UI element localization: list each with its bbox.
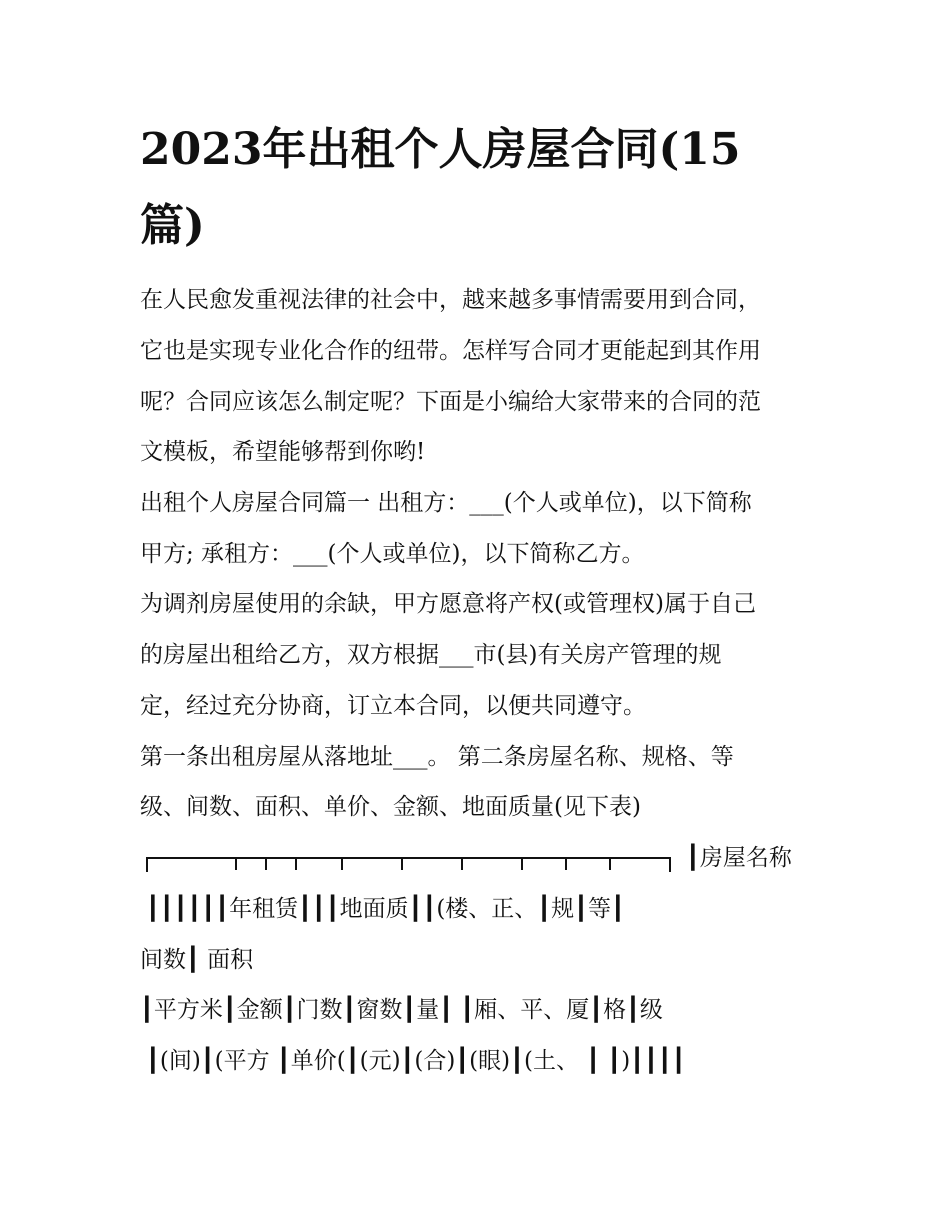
body-line-2: 它也是实现专业化合作的纽带。怎样写合同才更能起到其作用 — [140, 338, 761, 364]
body-line-6: 甲方; 承租方：___(个人或单位)，以下简称乙方。 — [140, 541, 645, 567]
table-row-1: ┃┃┃┃┃┃年租赁┃┃┃地面质┃┃(楼、正、┃规┃等┃ — [146, 896, 625, 922]
table-row-2: 间数┃ 面积 — [140, 947, 254, 973]
table-row-3: ┃平方米┃金额┃门数┃窗数┃量┃ ┃厢、平、厦┃格┃级 — [140, 997, 663, 1023]
body-line-10: 第一条出租房屋从落地址___。 第二条房屋名称、规格、等 — [140, 744, 734, 770]
body-line-8: 的房屋出租给乙方，双方根据___市(县)有关房产管理的规 — [140, 642, 722, 668]
table-header-room-name: ┃房屋名称 — [686, 845, 792, 871]
table-rule-line — [146, 848, 676, 874]
body-line-7: 为调剂房屋使用的余缺，甲方愿意将产权(或管理权)属于自己 — [140, 591, 756, 617]
body-line-4: 文模板，希望能够帮到你哟! — [140, 439, 426, 465]
title-line-1: 2023年出租个人房屋合同(15 — [140, 124, 741, 175]
document-title — [140, 112, 820, 264]
body-line-9: 定，经过充分协商，订立本合同，以便共同遵守。 — [140, 693, 646, 719]
body-line-1: 在人民愈发重视法律的社会中，越来越多事情需要用到合同， — [140, 287, 761, 313]
body-line-11: 级、间数、面积、单价、金额、地面质量(见下表) — [140, 794, 641, 820]
body-line-5: 出租个人房屋合同篇一 出租方：___(个人或单位)，以下简称 — [140, 490, 752, 516]
title-line-2: 篇) — [140, 200, 205, 251]
body-line-3: 呢？合同应该怎么制定呢？下面是小编给大家带来的合同的范 — [140, 389, 761, 415]
table-row-4: ┃(间)┃(平方 ┃单价(┃(元)┃(合)┃(眼)┃(土、 ┃ ┃)┃┃┃┃ — [146, 1048, 686, 1074]
